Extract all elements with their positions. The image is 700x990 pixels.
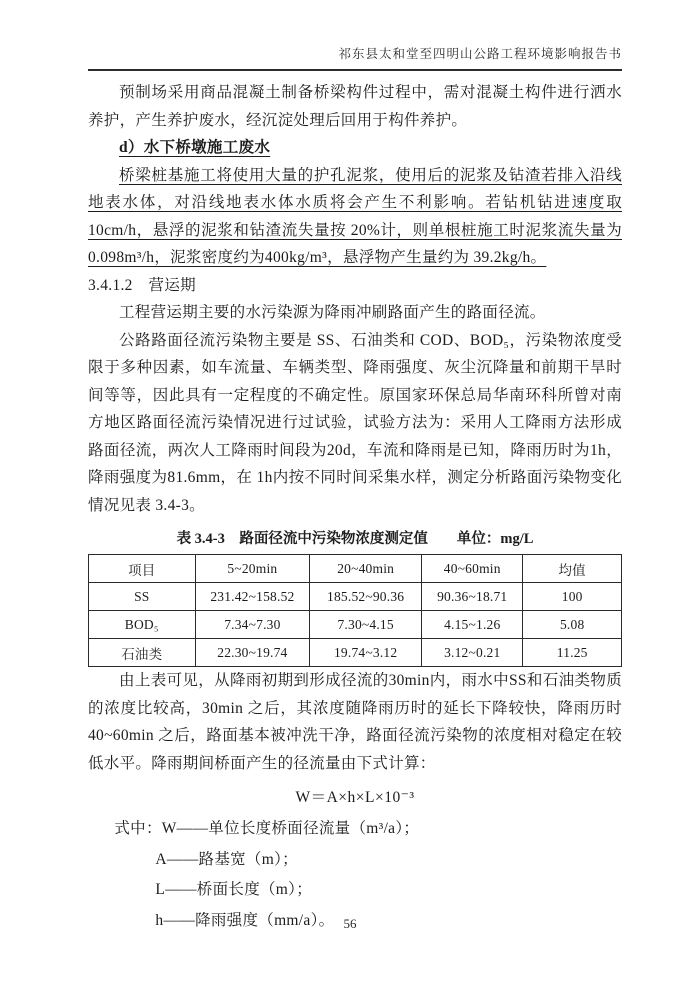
table-cell: BOD₅ <box>89 611 196 639</box>
paragraph-runoff: 公路路面径流污染物主要是 SS、石油类和 COD、BOD₅，污染物浓度受限于多种因素，如车流量、车辆类型、降雨强度、灰尘沉降量和前期干旱时间等等，因此具有一定程度的不确定性。原国家环保总局华南环科所曾对南方地区路面径流污染情况进行过试验，试验方法为：采用人工降雨方法形成路面径流，两次人工降雨时间段为20d，车流和降雨是已知，降雨历时为1h，降雨强度为81.6mm，在 1h内按不同时间采集水样，测定分析路面污染物变化情况见表 3.4-3。 <box>88 331 622 514</box>
table-row <box>89 583 622 611</box>
table-row <box>89 611 622 639</box>
formula-definition-h: h——降雨强度（mm/a）。 <box>155 911 335 929</box>
paragraph-analysis: 由上表可见，从降雨初期到形成径流的30min内，雨水中SS和石油类物质的浓度比较高，30min 之后，其浓度随降雨历时的延长下降较快，降雨历时 40~60min 之后，路面基本被冲洗干净，路面径流污染物的浓度相对稳定在较低水平。降雨期间桥面产生的径流量由下式计算： <box>88 672 622 772</box>
table-header-row <box>89 555 622 583</box>
heading-operation-period: 3.4.1.2 营运期 <box>88 276 196 294</box>
table-cell: 4.15~1.26 <box>422 611 523 639</box>
table-cell: 231.42~158.52 <box>195 583 310 611</box>
table-caption-title: 路面径流中污染物浓度测定值 <box>239 531 428 547</box>
table-cell: 22.30~19.74 <box>195 639 310 667</box>
table-cell: 石油类 <box>89 639 196 667</box>
page-number: 56 <box>343 916 357 931</box>
pollutant-concentration-table <box>88 554 622 667</box>
table-column-header: 均值 <box>523 555 622 583</box>
formula-definition-l: L——桥面长度（m）； <box>155 881 312 898</box>
table-cell: SS <box>89 583 196 611</box>
paragraph-precast: 预制场采用商品混凝土制备桥梁构件过程中，需对混凝土构件进行洒水养护，产生养护废水，经沉淀处理后回用于构件养护。 <box>88 84 622 129</box>
table-cell: 5.08 <box>523 611 622 639</box>
formula-definition-a: A——路基宽（m）； <box>155 850 298 868</box>
table-column-header: 5~20min <box>195 555 310 583</box>
table-cell: 7.34~7.30 <box>195 611 310 639</box>
table-column-header: 40~60min <box>422 555 523 583</box>
table-caption-unit: 单位：mg/L <box>456 531 534 547</box>
table-column-header: 项目 <box>89 555 196 583</box>
formula-definition-w: 式中：W——单位长度桥面径流量（m³/a）； <box>114 820 420 837</box>
table-cell: 7.30~4.15 <box>310 611 422 639</box>
table-caption-label: 表 3.4-3 <box>176 531 225 547</box>
table-cell: 185.52~90.36 <box>310 583 422 611</box>
table-column-header: 20~40min <box>310 555 422 583</box>
heading-underwater-pier: d）水下桥墩施工废水 <box>119 139 271 156</box>
paragraph-mud: 桥梁桩基施工将使用大量的护孔泥浆，使用后的泥浆及钻渣若排入沿线地表水体，对沿线地表水体水质将会产生不利影响。若钻机钻进速度取 10cm/h，悬浮的泥浆和钻渣流失量按 20%计，则单根桩施工时泥浆流失量为 0.098m³/h，泥浆密度约为400kg/m³，悬浮物产生量约为 39.2kg/h。 <box>88 166 622 266</box>
table-cell: 19.74~3.12 <box>310 639 422 667</box>
running-header <box>88 44 622 71</box>
table-cell: 100 <box>523 583 622 611</box>
table-caption <box>88 528 622 550</box>
running-header-title: 祁东县太和堂至四明山公路工程环境影响报告书 <box>338 47 622 61</box>
paragraph-operation-intro: 工程营运期主要的水污染源为降雨冲刷路面产生的路面径流。 <box>119 304 546 321</box>
runoff-formula: W＝A×h×L×10⁻³ <box>295 789 415 806</box>
table-cell: 11.25 <box>523 639 622 667</box>
table-cell: 3.12~0.21 <box>422 639 523 667</box>
table-row <box>89 639 622 667</box>
table-cell: 90.36~18.71 <box>422 583 523 611</box>
